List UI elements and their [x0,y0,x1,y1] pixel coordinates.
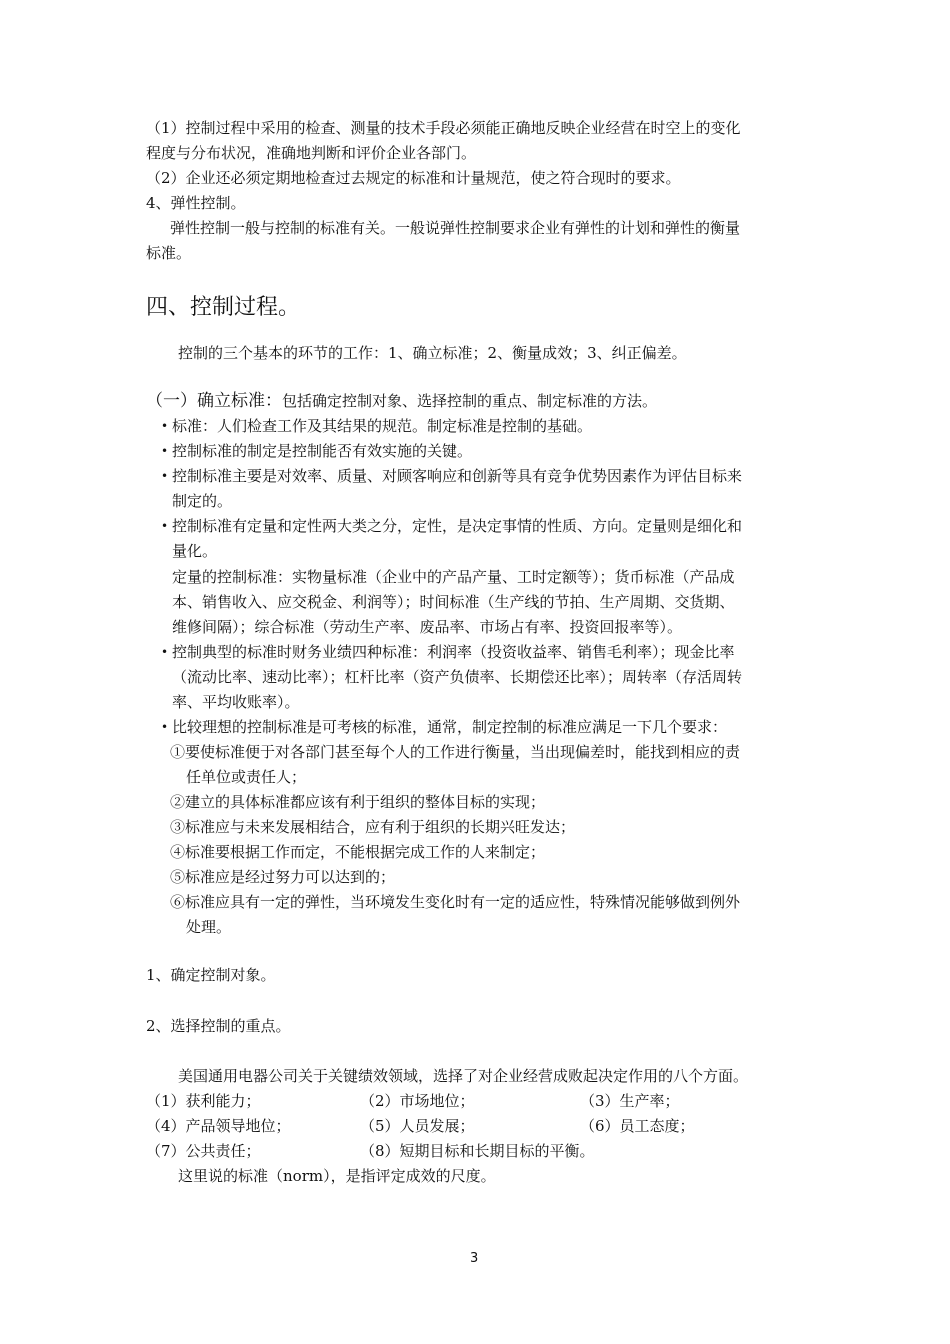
area-1: （1）获利能力； [146,1092,261,1110]
paragraph-3-line-2: 标准。 [146,244,192,262]
bullet-5-line-3: 率、平均收账率）。 [172,693,300,711]
paragraph-1-line-2: 程度与分布状况，准确地判断和评价企业各部门。 [146,144,477,162]
bullet-2: 控制标准的制定是控制能否有效实施的关键。 [172,442,473,460]
bullet-icon: • [161,444,169,458]
section-4-intro: 控制的三个基本的环节的工作：1、确立标准；2、衡量成效；3、纠正偏差。 [178,344,687,362]
requirement-3: ③标准应与未来发展相结合，应有利于组织的长期兴旺发达； [170,818,576,836]
area-6: （6）员工态度； [580,1117,695,1135]
requirement-6-line-1: ⑥标准应具有一定的弹性，当环境发生变化时有一定的适应性，特殊情况能够做到例外 [170,893,741,911]
area-4: （4）产品领导地位； [146,1117,291,1135]
bullet-4-line-2: 量化。 [172,542,218,560]
area-7: （7）公共责任； [146,1142,261,1160]
bullet-5-line-1: 控制典型的标准时财务业绩四种标准：利润率（投资收益率、销售毛利率）；现金比率 [172,643,735,661]
area-5: （5）人员发展； [360,1117,475,1135]
subsection-1-header [146,391,657,411]
requirement-4: ④标准要根据工作而定，不能根据完成工作的人来制定； [170,843,546,861]
area-3: （3）生产率； [580,1092,680,1110]
requirement-1-line-2: 任单位或责任人； [186,768,307,786]
paragraph-2: （2）企业还必须定期地检查过去规定的标准和计量规范，使之符合现时的要求。 [146,169,681,187]
bullet-3-line-1: 控制标准主要是对效率、质量、对顾客响应和创新等具有竞争优势因素作为评估目标来 [172,467,743,485]
bullet-1: 标准：人们检查工作及其结果的规范。制定标准是控制的基础。 [172,417,593,435]
requirement-1-line-1: ①要使标准便于对各部门甚至每个人的工作进行衡量，当出现偏差时，能找到相应的责 [170,743,741,761]
bullet-icon: • [161,519,169,533]
quantitative-line-3: 维修间隔）；综合标准（劳动生产率、废品率、市场占有率、投资回报率等）。 [172,618,683,636]
section-4-heading: 四、控制过程。 [146,295,301,320]
requirement-6-line-2: 处理。 [186,918,232,936]
quantitative-line-2: 本、销售收入、应交税金、利润等）；时间标准（生产线的节拍、生产周期、交货期、 [172,593,735,611]
bullet-icon: • [161,419,169,433]
step-2-heading: 2、选择控制的重点。 [146,1017,291,1035]
page-number: 3 [470,1251,479,1266]
item-4-heading: 4、弹性控制。 [146,194,246,212]
norm-note: 这里说的标准（norm），是指评定成效的尺度。 [178,1167,496,1185]
subsection-1-title: （一）确立标准： [146,391,282,411]
area-2: （2）市场地位； [360,1092,475,1110]
area-8: （8）短期目标和长期目标的平衡。 [360,1142,595,1160]
ge-intro: 美国通用电器公司关于关键绩效领域，选择了对企业经营成败起决定作用的八个方面。 [178,1067,749,1085]
requirement-5: ⑤标准应是经过努力可以达到的； [170,868,396,886]
bullet-4-line-1: 控制标准有定量和定性两大类之分，定性，是决定事情的性质、方向。定量则是细化和 [172,517,743,535]
bullet-3-line-2: 制定的。 [172,492,233,510]
subsection-1-desc: 包括确定控制对象、选择控制的重点、制定标准的方法。 [282,392,658,410]
paragraph-3-line-1: 弹性控制一般与控制的标准有关。一般说弹性控制要求企业有弹性的计划和弹性的衡量 [170,219,741,237]
step-1-heading: 1、确定控制对象。 [146,966,276,984]
quantitative-line-1: 定量的控制标准：实物量标准（企业中的产品产量、工时定额等）；货币标准（产品成 [172,568,735,586]
bullet-icon: • [161,645,169,659]
requirement-2: ②建立的具体标准都应该有利于组织的整体目标的实现； [170,793,546,811]
bullet-icon: • [161,720,169,734]
paragraph-1-line-1: （1）控制过程中采用的检查、测量的技术手段必须能正确地反映企业经营在时空上的变化 [146,119,741,137]
bullet-5-line-2: （流动比率、速动比率）；杠杆比率（资产负债率、长期偿还比率）；周转率（存活周转 [172,668,743,686]
bullet-icon: • [161,469,169,483]
bullet-6: 比较理想的控制标准是可考核的标准，通常，制定控制的标准应满足一下几个要求： [172,718,728,736]
